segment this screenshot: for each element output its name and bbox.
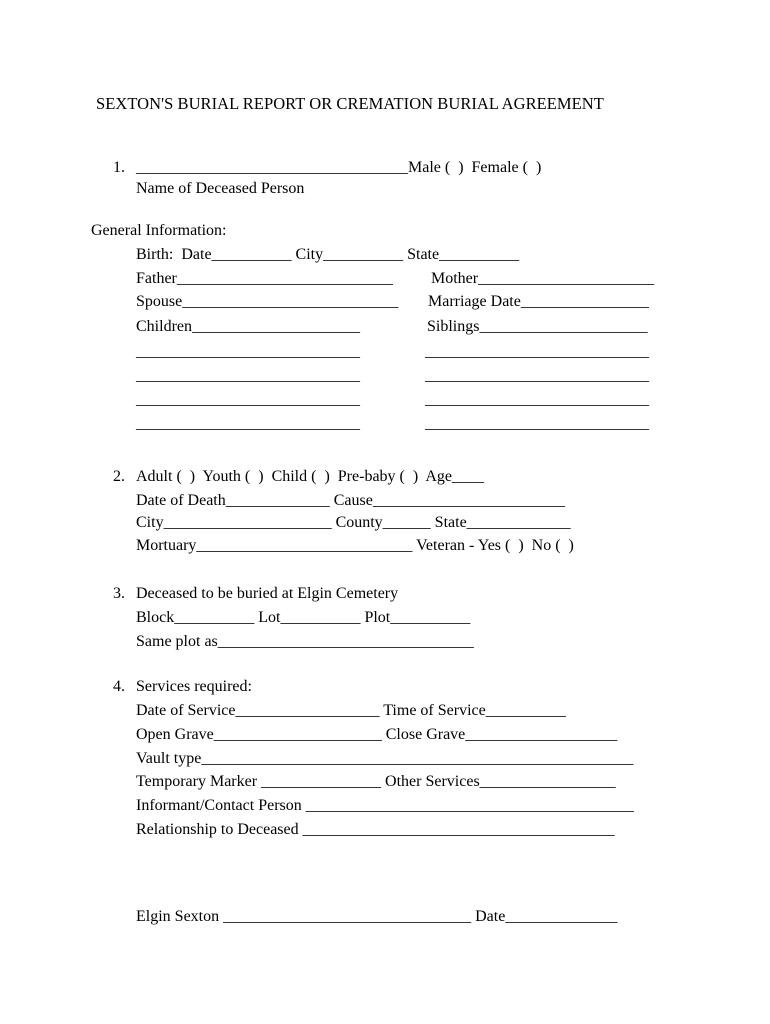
marker-services-field[interactable]: Temporary Marker _______________ Other Services_________________ <box>136 773 616 790</box>
birth-field[interactable]: Birth: Date__________ City__________ State__________ <box>136 246 520 263</box>
siblings-field[interactable]: Siblings_____________________ <box>427 318 648 335</box>
death-location-field[interactable]: City_____________________ County______ State_____________ <box>136 514 571 531</box>
relationship-field[interactable]: Relationship to Deceased _______________________________________ <box>136 821 615 838</box>
block-lot-plot-field[interactable]: Block__________ Lot__________ Plot__________ <box>136 609 471 626</box>
age-category-field[interactable]: Adult ( ) Youth ( ) Child ( ) Pre-baby ( ) Age____ <box>136 468 484 485</box>
siblings-blank-line[interactable]: ____________________________ <box>425 367 649 384</box>
form-title: SEXTON'S BURIAL REPORT OR CREMATION BURIAL AGREEMENT <box>96 94 604 113</box>
sexton-signature-field[interactable]: Elgin Sexton _______________________________ Date______________ <box>136 908 618 925</box>
spouse-field[interactable]: Spouse___________________________ <box>136 293 399 310</box>
siblings-blank-line[interactable]: ____________________________ <box>425 343 649 360</box>
siblings-blank-line[interactable]: ____________________________ <box>425 391 649 408</box>
service-date-time-field[interactable]: Date of Service__________________ Time of Service__________ <box>136 702 566 719</box>
children-blank-line[interactable]: ____________________________ <box>136 367 360 384</box>
vault-type-field[interactable]: Vault type______________________________________________________ <box>136 750 634 767</box>
death-date-cause-field[interactable]: Date of Death_____________ Cause________________________ <box>136 492 565 509</box>
mother-field[interactable]: Mother______________________ <box>431 270 655 287</box>
section-4-number: 4. <box>113 678 125 695</box>
section-3-number: 3. <box>113 585 125 602</box>
marriage-date-field[interactable]: Marriage Date________________ <box>428 293 649 310</box>
children-blank-line[interactable]: ____________________________ <box>136 415 360 432</box>
same-plot-field[interactable]: Same plot as________________________________ <box>136 633 474 650</box>
cemetery-statement: Deceased to be buried at Elgin Cemetery <box>136 585 399 602</box>
father-field[interactable]: Father___________________________ <box>136 270 393 287</box>
section-1-number: 1. <box>113 159 125 176</box>
mortuary-veteran-field[interactable]: Mortuary___________________________ Veteran - Yes ( ) No ( ) <box>136 537 574 554</box>
deceased-name-caption: Name of Deceased Person <box>136 180 305 197</box>
children-blank-line[interactable]: ____________________________ <box>136 343 360 360</box>
children-blank-line[interactable]: ____________________________ <box>136 391 360 408</box>
deceased-name-field[interactable]: __________________________________Male ( ) Female ( ) <box>136 159 542 176</box>
grave-open-close-field[interactable]: Open Grave_____________________ Close Grave___________________ <box>136 726 618 743</box>
services-heading: Services required: <box>136 678 252 695</box>
siblings-blank-line[interactable]: ____________________________ <box>425 415 649 432</box>
children-field[interactable]: Children_____________________ <box>136 318 360 335</box>
general-information-heading: General Information: <box>91 222 227 239</box>
informant-field[interactable]: Informant/Contact Person _________________________________________ <box>136 797 634 814</box>
section-2-number: 2. <box>113 468 125 485</box>
